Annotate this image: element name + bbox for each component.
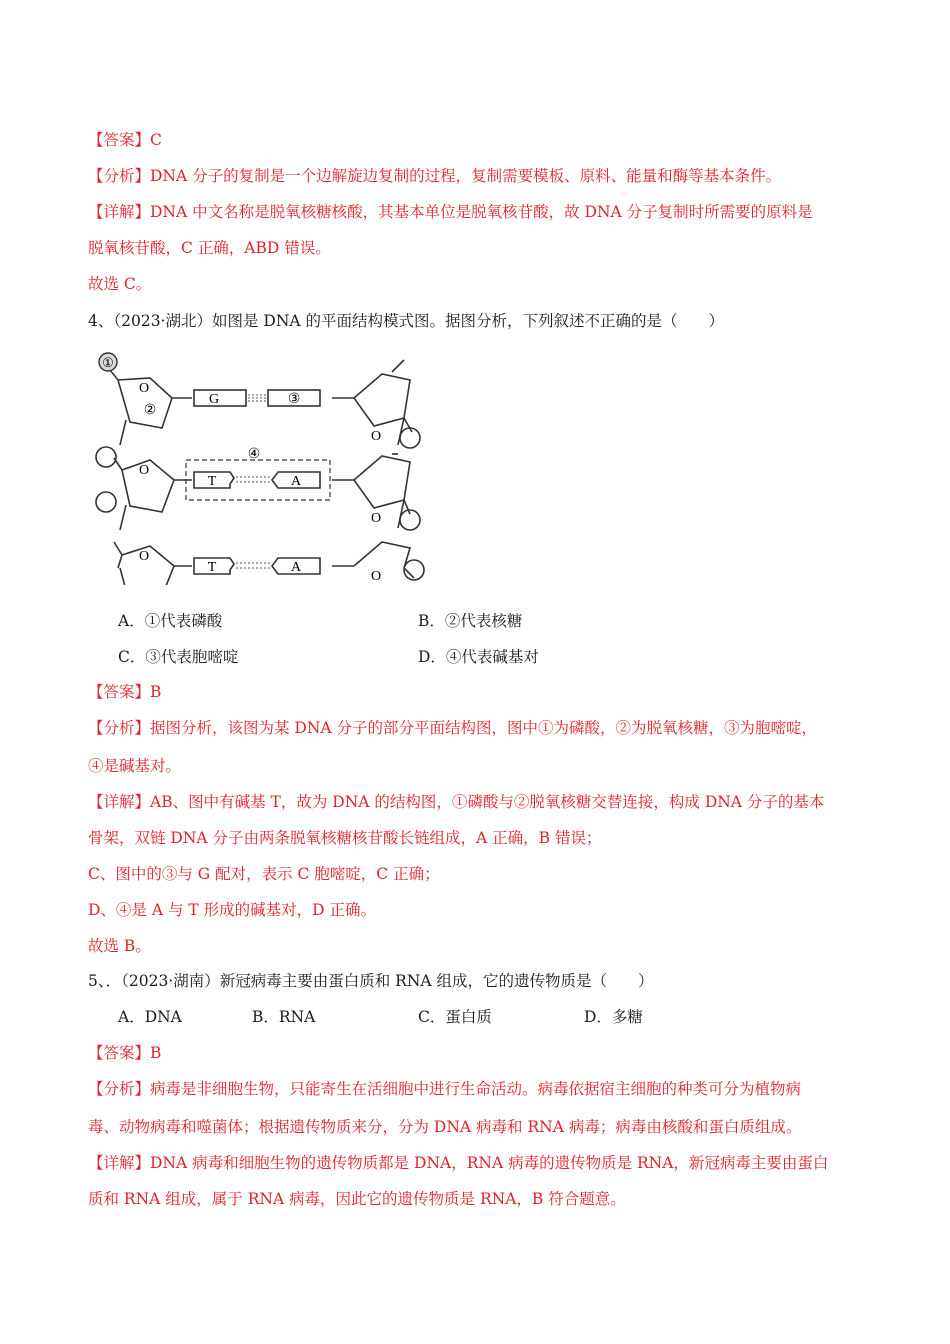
q3-analysis: 【分析】DNA 分子的复制是一个边解旋边复制的过程，复制需要模板、原料、能量和酶等基本条件。 [88,167,782,185]
q5-answer: 【答案】B [88,1044,162,1062]
ring-o-left-2: O [138,463,150,478]
ring-o-right-2: O [370,511,382,526]
q3-answer: 【答案】C [88,131,162,149]
q5-analysis-line-2: 毒、动物病毒和噬菌体；根据遗传物质来分，分为 DNA 病毒和 RNA 病毒；病毒由核酸和蛋白质组成。 [88,1118,802,1136]
q4-conclusion: 故选 B。 [88,937,151,955]
base-a-2: A [290,560,302,575]
q4-question: 4、（2023·湖北）如图是 DNA 的平面结构模式图。据图分析，下列叙述不正确的是（ ） [88,312,725,330]
q5-detail-line-2: 质和 RNA 组成，属于 RNA 病毒，因此它的遗传物质是 RNA，B 符合题意。 [88,1190,626,1208]
q5-option-c: C．蛋白质 [418,1008,492,1026]
label-3: ③ [287,392,301,407]
q3-detail-line-2: 脱氧核苷酸，C 正确，ABD 错误。 [88,239,331,257]
q5-option-d: D．多糖 [584,1008,643,1026]
q4-answer: 【答案】B [88,683,162,701]
q5-option-b: B．RNA [252,1008,316,1026]
label-4: ④ [247,447,261,462]
q5-detail-line-1: 【详解】DNA 病毒和细胞生物的遗传物质都是 DNA，RNA 病毒的遗传物质是 RNA，新冠病毒主要由蛋白 [88,1154,829,1172]
ring-o-right-3: O [370,569,382,584]
q4-analysis-line-1: 【分析】据图分析，该图为某 DNA 分子的部分平面结构图，图中①为磷酸，②为脱氧核糖，③为胞嘧啶， [88,719,818,737]
q4-detail-line-4: D、④是 A 与 T 形成的碱基对，D 正确。 [88,901,377,919]
label-1: ① [102,355,114,370]
q5-option-a: A．DNA [118,1008,182,1026]
dna-structure-diagram [92,350,437,585]
ring-o-left-3: O [138,549,150,564]
q4-option-b: B．②代表核糖 [418,612,523,630]
ring-o-right-1: O [370,429,382,444]
q4-analysis-line-2: ④是碱基对。 [88,757,182,775]
base-g: G [208,392,220,407]
q5-question: 5、．（2023·湖南）新冠病毒主要由蛋白质和 RNA 组成，它的遗传物质是（ ） [88,972,654,990]
q5-analysis-line-1: 【分析】病毒是非细胞生物，只能寄生在活细胞中进行生命活动。病毒依据宿主细胞的种类可分为植物病 [88,1080,802,1098]
q4-option-a: A．①代表磷酸 [118,612,223,630]
q4-detail-line-2: 骨架，双链 DNA 分子由两条脱氧核糖核苷酸长链组成，A 正确，B 错误； [88,829,602,847]
q3-conclusion: 故选 C。 [88,275,152,293]
base-t-1: T [207,474,217,489]
q4-detail-line-3: C、图中的③与 G 配对，表示 C 胞嘧啶，C 正确； [88,865,440,883]
base-a-1: A [290,474,302,489]
q4-detail-line-1: 【详解】AB、图中有碱基 T，故为 DNA 的结构图，①磷酸与②脱氧核糖交替连接，构成 DNA 分子的基本 [88,793,825,811]
q4-option-d: D．④代表碱基对 [418,648,539,666]
q3-detail-line-1: 【详解】DNA 中文名称是脱氧核糖核酸，其基本单位是脱氧核苷酸，故 DNA 分子复制时所需要的原料是 [88,203,813,221]
q4-option-c: C．③代表胞嘧啶 [118,648,239,666]
base-t-2: T [207,560,217,575]
label-2: ② [143,403,157,418]
ring-o-left-1: O [138,381,150,396]
